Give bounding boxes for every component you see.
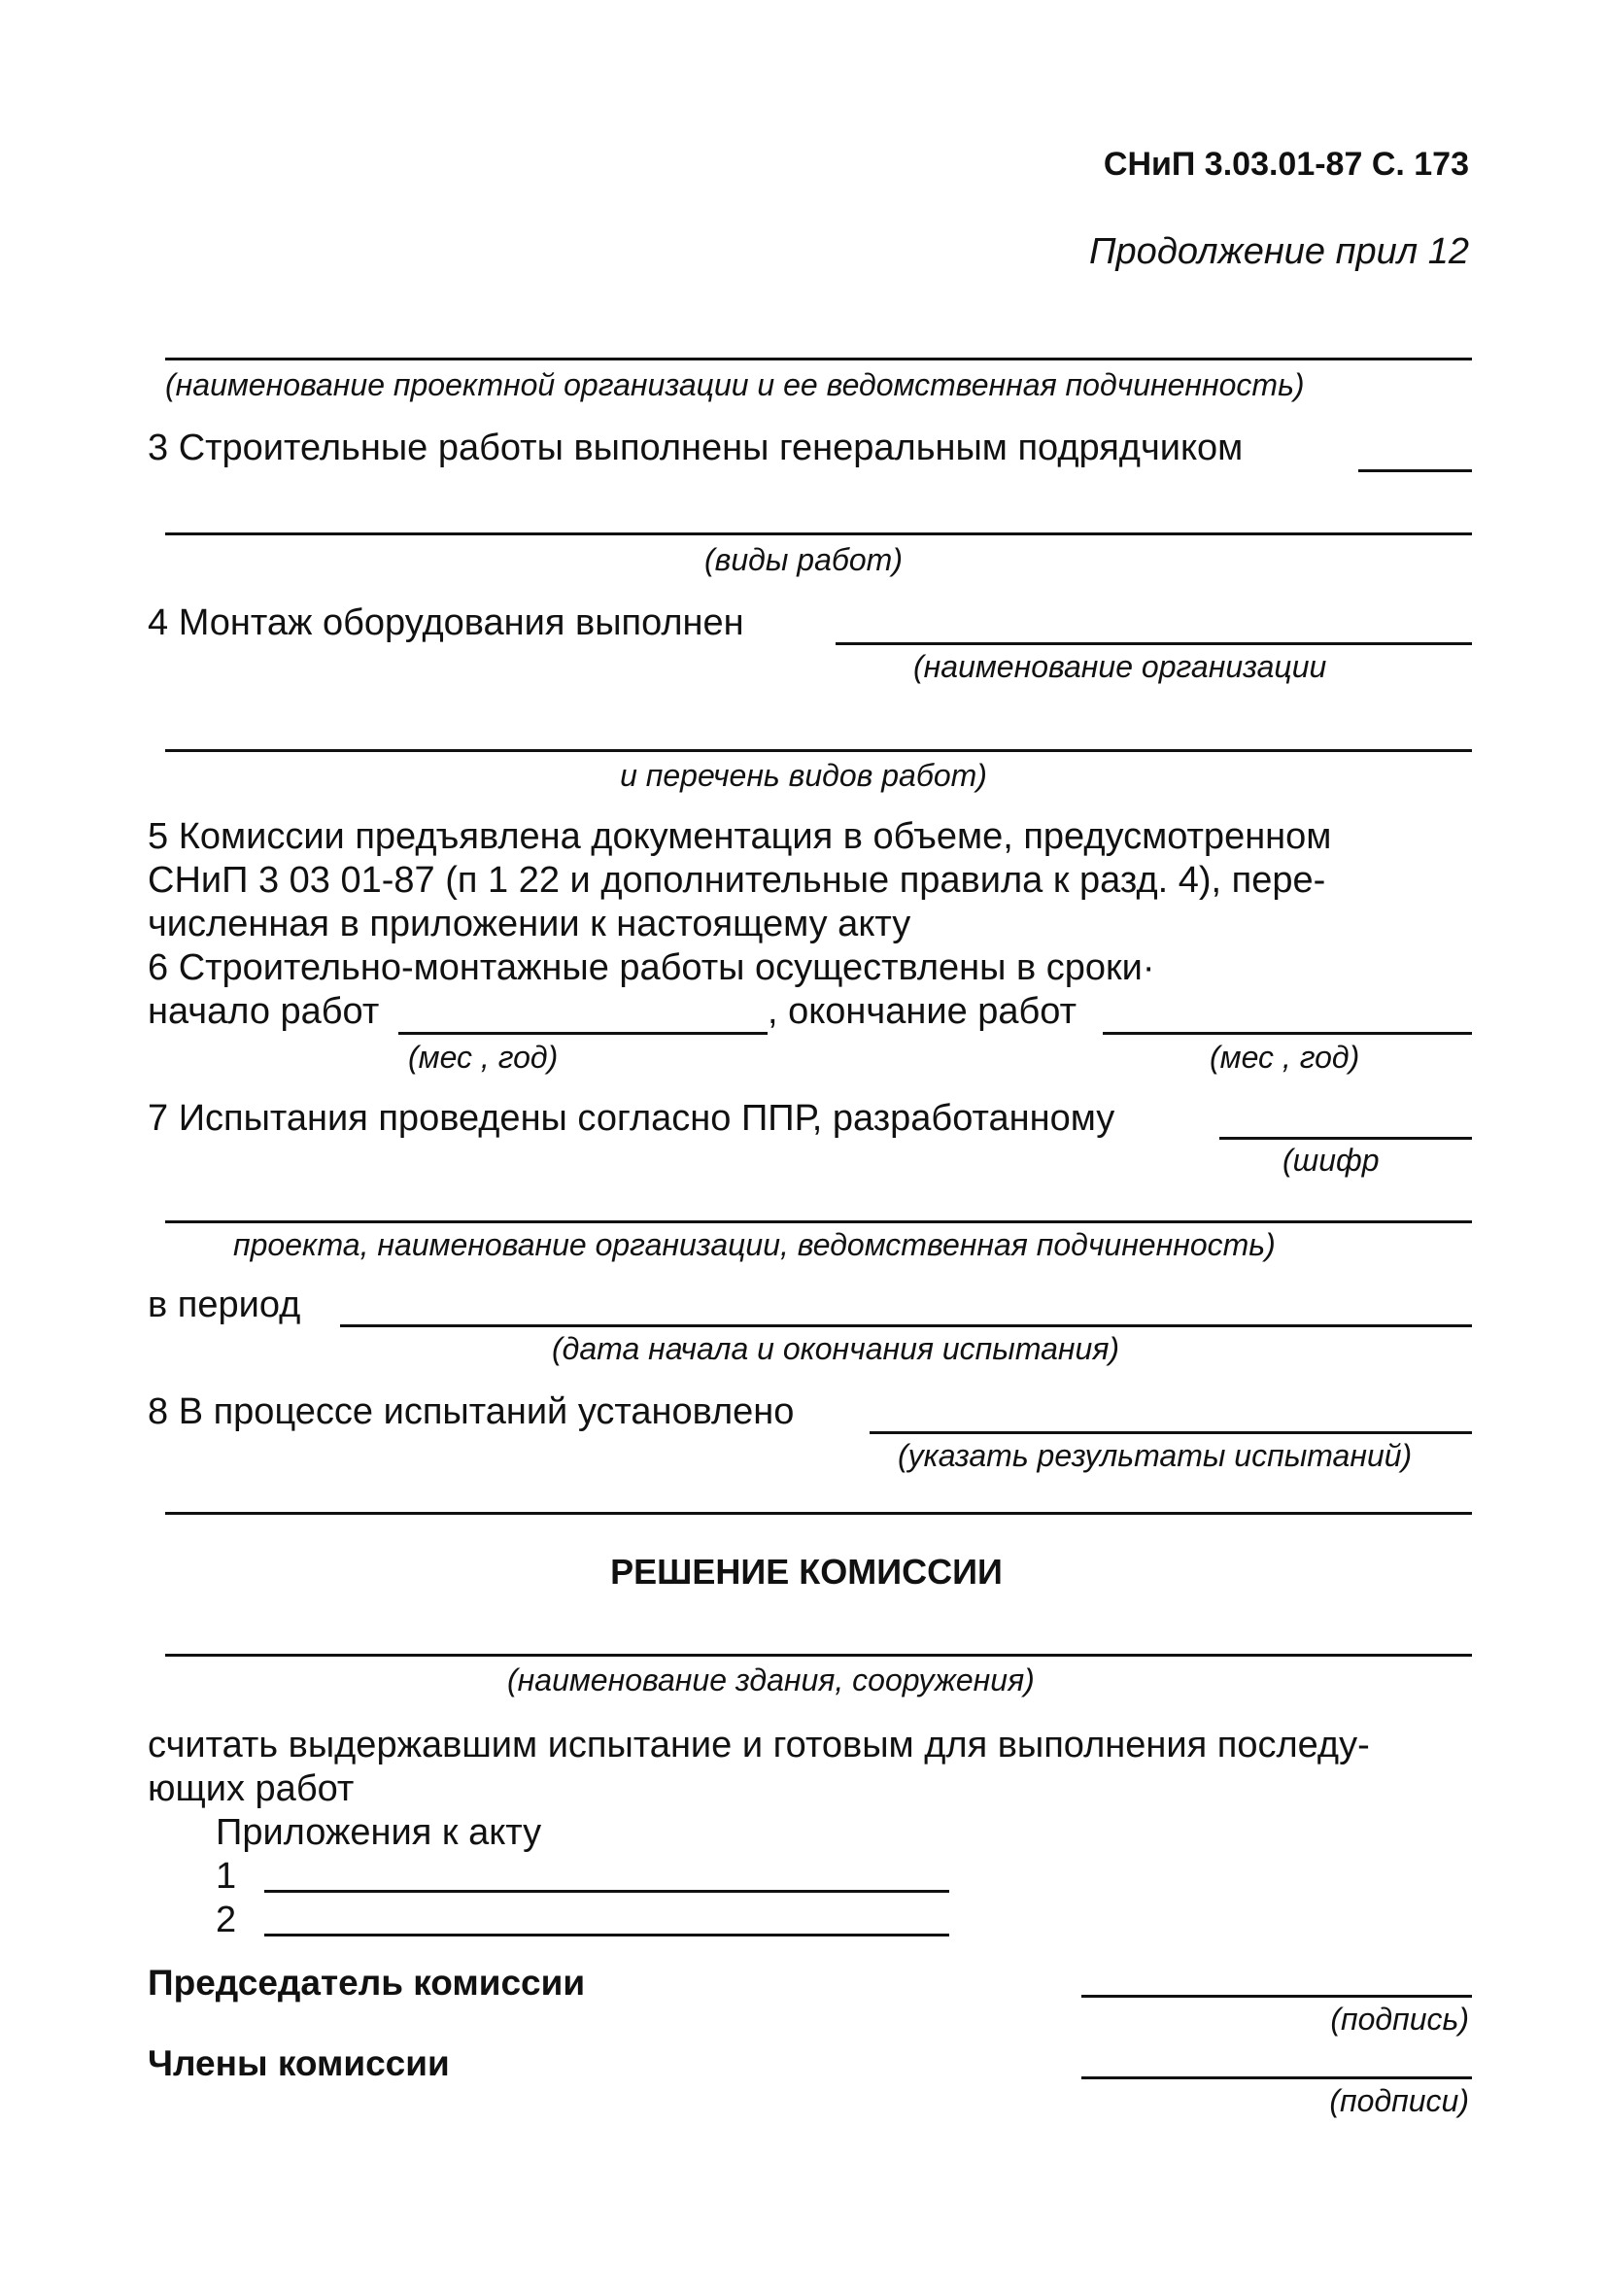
item-6-end-label: , окончание работ <box>768 991 1077 1032</box>
decision-title: РЕШЕНИЕ КОМИССИИ <box>610 1552 1003 1592</box>
attachment-2-number: 2 <box>216 1900 237 1940</box>
test-dates-caption: (дата начала и окончания испытания) <box>552 1331 1120 1366</box>
item-5-line-3: численная в приложении к настоящему акту <box>148 904 911 944</box>
members-label: Члены комиссии <box>148 2043 450 2083</box>
decision-text-line-1: считать выдержавшим испытание и готовым для выполнения последу- <box>148 1725 1370 1765</box>
work-types-field-line <box>165 532 1472 535</box>
results-field-line <box>165 1512 1472 1515</box>
document-reference: СНиП 3.03.01-87 С. 173 <box>1103 146 1469 183</box>
period-field-line <box>340 1324 1472 1327</box>
month-year-caption-2: (мес , год) <box>1210 1040 1360 1075</box>
item-3-text: 3 Строительные работы выполнены генеральным подрядчиком <box>148 428 1244 468</box>
item-4-text: 4 Монтаж оборудования выполнен <box>148 602 744 643</box>
attachment-2-field-line <box>264 1934 949 1936</box>
signatures-caption: (подписи) <box>1329 2083 1469 2118</box>
chairman-signature-line <box>1081 1995 1472 1998</box>
item-8-field-line <box>870 1431 1472 1434</box>
month-year-caption-1: (мес , год) <box>408 1040 559 1075</box>
design-org-field-line <box>165 358 1472 360</box>
members-signature-line <box>1081 2076 1472 2079</box>
project-org-field-line <box>165 1220 1472 1223</box>
work-types-caption: (виды работ) <box>704 542 903 577</box>
attachment-1-number: 1 <box>216 1856 237 1897</box>
item-4-field-line <box>836 642 1472 645</box>
item-7-field-line <box>1219 1137 1472 1140</box>
code-caption: (шифр <box>1282 1143 1380 1178</box>
item-6-end-field-line <box>1103 1032 1472 1035</box>
signature-caption: (подпись) <box>1330 2002 1469 2037</box>
work-list-field-line <box>165 749 1472 752</box>
building-caption: (наименование здания, сооружения) <box>507 1662 1035 1697</box>
item-3-field-line <box>1358 469 1472 472</box>
item-6-start-field-line <box>398 1032 768 1035</box>
item-7-text: 7 Испытания проведены согласно ППР, разработанному <box>148 1098 1115 1139</box>
results-caption: (указать результаты испытаний) <box>898 1438 1413 1473</box>
attachments-label: Приложения к акту <box>216 1812 542 1853</box>
decision-text-line-2: ющих работ <box>148 1768 355 1809</box>
project-org-caption: проекта, наименование организации, ведомственная подчиненность) <box>233 1227 1276 1262</box>
item-8-text: 8 В процессе испытаний установлено <box>148 1391 795 1432</box>
chairman-label: Председатель комиссии <box>148 1963 586 2003</box>
building-field-line <box>165 1654 1472 1657</box>
item-5-line-1: 5 Комиссии предъявлена документация в объеме, предусмотренном <box>148 816 1332 857</box>
attachment-1-field-line <box>264 1890 949 1893</box>
design-org-caption: (наименование проектной организации и ее ведомственная подчиненность) <box>165 367 1305 402</box>
org-name-caption: (наименование организации <box>913 649 1327 684</box>
period-label: в период <box>148 1285 301 1325</box>
appendix-continuation: Продолжение прил 12 <box>1089 231 1469 272</box>
item-5-line-2: СНиП 3 03 01-87 (п 1 22 и дополнительные правила к разд. 4), пере- <box>148 860 1326 901</box>
work-list-caption: и перечень видов работ) <box>620 758 987 793</box>
item-6-start-label: начало работ <box>148 991 380 1032</box>
item-6-line-1: 6 Строительно-монтажные работы осуществлены в сроки· <box>148 947 1155 988</box>
